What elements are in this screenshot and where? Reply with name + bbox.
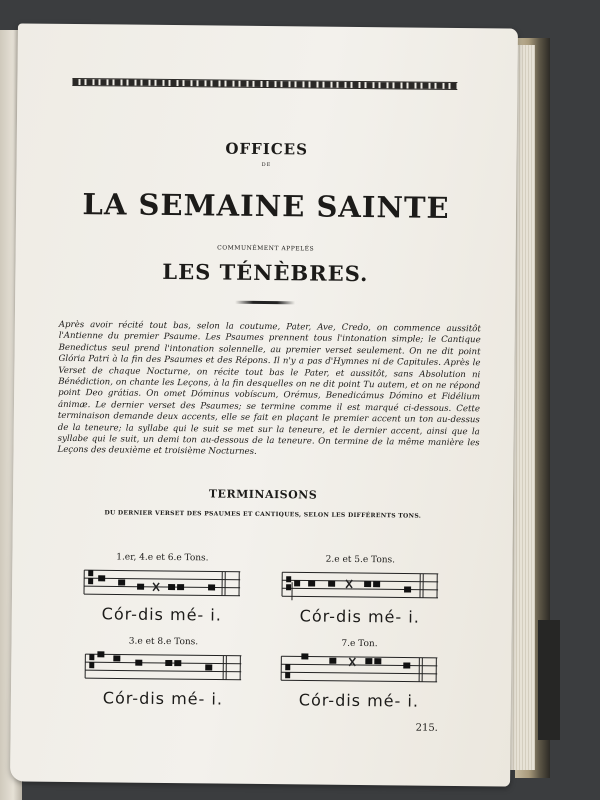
chant-staff (83, 650, 243, 686)
chant-words: Cór-dis mé- i. (102, 688, 224, 709)
chant-words: Cór-dis mé- i. (299, 606, 420, 627)
page-number: 215. (415, 722, 438, 734)
body-paragraphs (57, 320, 480, 461)
chant-block (279, 638, 440, 711)
section-title: TERMINAISONS (208, 487, 318, 502)
paragraph: Après le Verset de chaque Nocturne, on récite tout bas le Pater, et aussitôt, sans Absolution ni Bénédiction, on chante les Leçons, à la fin desquelles on ne dit point Tu autem, et on ne répond point Deo grátias. On omet Dóminus vobíscum, Orémus, Benedicámus Dómino et Fidélium ánimæ. Le dernier verset des Psaumes; se termine comme il est marqué ci-dessous. (57, 358, 481, 414)
chant-label: 3.e et 8.e Tons. (128, 636, 199, 648)
paragraph: Cette terminaison demande deux accents, elle se fait en plaçant le premier accent un ton au-dessus de la teneure; la syllabe qui le suit se met sur la teneure, et le dernier accent, ainsi que la syllabe qui le suit, un demi ton au-dessous de la teneure. On termine de la même manière les Leçons des deuxième et troisième Nocturnes. (57, 403, 481, 458)
page-title: LA SEMAINE SAINTE (82, 187, 450, 225)
book-page (10, 23, 518, 786)
chant-words: Cór-dis mé- i. (101, 604, 222, 625)
chant-staff (279, 652, 439, 688)
chant-block (280, 554, 441, 627)
chant-staff (82, 566, 242, 602)
chant-label: 2.e et 5.e Tons. (325, 554, 396, 566)
heading-appeles: COMMUNÉMENT APPELÉS (217, 244, 315, 253)
decorative-rule (72, 78, 457, 90)
heading-de: DE (261, 161, 272, 169)
chant-words: Cór-dis mé- i. (298, 690, 420, 711)
chant-label: 7.e Ton. (341, 638, 378, 650)
heading-offices: OFFICES (225, 139, 309, 159)
chant-label: 1.er, 4.e et 6.e Tons. (116, 552, 209, 564)
book-cover-band (538, 620, 560, 740)
chant-staff (280, 568, 440, 604)
heading-tenebres: LES TÉNÈBRES. (162, 258, 369, 287)
chant-block (82, 552, 243, 625)
chant-block (83, 636, 244, 709)
ornament-divider (235, 301, 295, 305)
section-subtitle: DU DERNIER VERSET DES PSAUMES ET CANTIQUES, SELON LES DIFFÉRENTS TONS. (104, 509, 422, 520)
paragraph: Après avoir récité tout bas, selon la coutume, Pater, Ave, Credo, on commence aussitôt l'Antienne du premier Psaume. Les Psaumes prennent tous l'intonation simple; le Cantique Benedictus seul prend l'intonation solennelle, au premier verset seulement. On ne dit point Glória Patri à la fin des Psaumes et des Répons. Il n'y a pas d'Hymnes ni de Capitules. (58, 319, 481, 369)
